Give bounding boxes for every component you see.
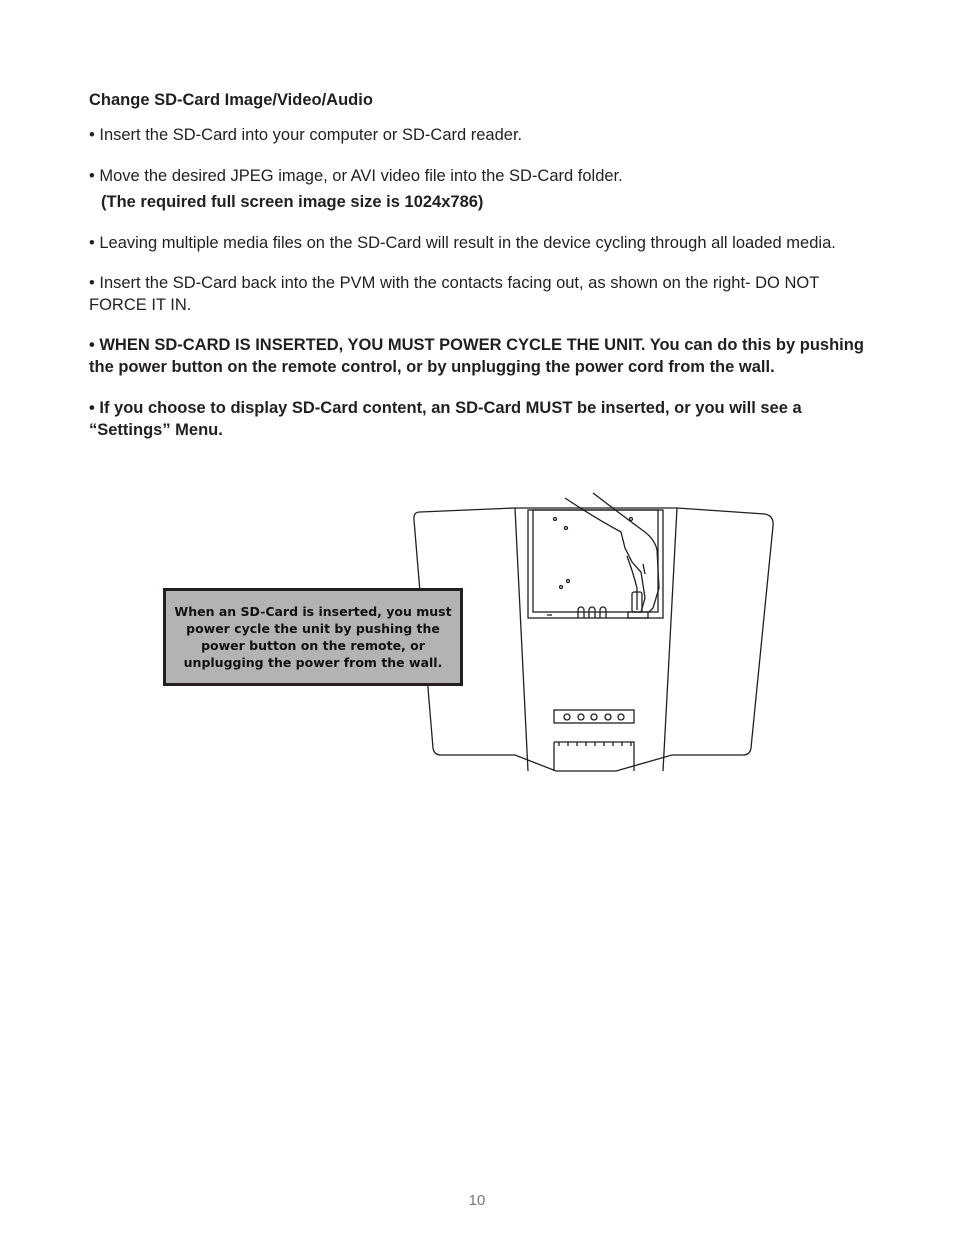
image-size-note: (The required full screen image size is 1024x786) [101, 193, 484, 211]
power-cycle-callout-box [163, 588, 463, 686]
bullet-multiple-files: • Leaving multiple media files on the SD-Card will result in the device cycling through all loaded media. [89, 234, 836, 252]
bullet-move-files-text: • Move the desired JPEG image, or AVI video file into the SD-Card folder. [89, 167, 623, 185]
page-title: Change SD-Card Image/Video/Audio [89, 91, 373, 109]
power-cycle-callout-text: When an SD-Card is inserted, you must power cycle the unit by pushing the power button on the remote, or unplugging the power from the wall. [174, 604, 452, 670]
page-number: 10 [468, 1192, 486, 1209]
bullet-move-files [89, 165, 899, 213]
bullet-power-cycle-warning: • WHEN SD-CARD IS INSERTED, YOU MUST POWER CYCLE THE UNIT. You can do this by pushing the power button on the remote control, or by unplugging the power cord from the wall. [89, 336, 864, 376]
bullet-settings-menu-warning: • If you choose to display SD-Card content, an SD-Card MUST be inserted, or you will see a “Settings” Menu. [89, 399, 802, 439]
bullet-reinsert-card: • Insert the SD-Card back into the PVM with the contacts facing out, as shown on the right- DO NOT FORCE IT IN. [89, 274, 819, 314]
bullet-insert-card: • Insert the SD-Card into your computer or SD-Card reader. [89, 126, 523, 144]
